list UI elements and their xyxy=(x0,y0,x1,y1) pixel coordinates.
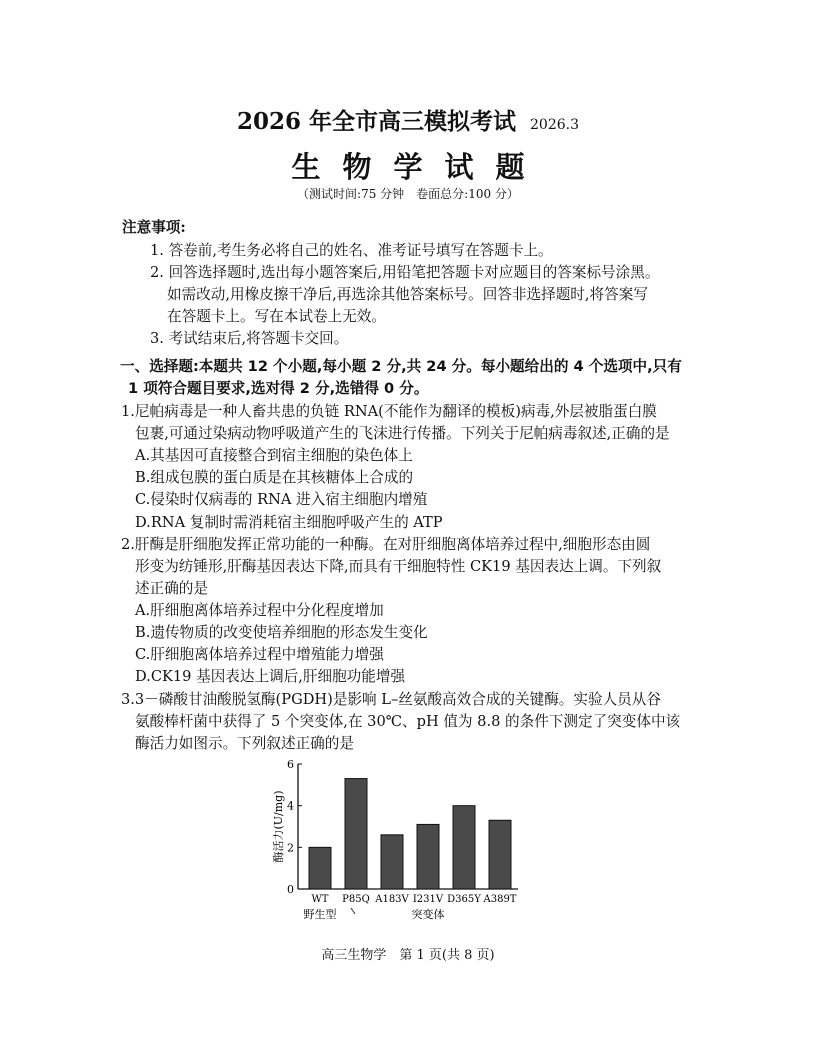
notice-line-1: 1. 答卷前,考生务必将自己的姓名、准考证号填写在答题卡上。 xyxy=(150,242,553,259)
x-tick-label: A389T xyxy=(483,894,517,905)
q1-option-b: B.组成包膜的蛋白质是在其核糖体上合成的 xyxy=(135,469,414,486)
q3-stem-1: 3.3－磷酸甘油酸脱氢酶(PGDH)是影响 L–丝氨酸高效合成的关键酶。实验人员从谷 xyxy=(121,691,661,708)
notice-line-2: 2. 回答选择题时,选出每小题答案后,用铅笔把答题卡对应题目的答案标号涂黑。 xyxy=(150,264,660,281)
x-tick-label: I231V xyxy=(412,894,444,905)
page-footer: 高三生物学 第 1 页(共 8 页) xyxy=(321,948,495,963)
q2-option-a: A.肝细胞离体培养过程中分化程度增加 xyxy=(135,602,384,619)
bar xyxy=(489,820,511,889)
y-tick-label: 2 xyxy=(287,841,294,855)
q1-option-c: C.侵染时仅病毒的 RNA 进入宿主细胞内增殖 xyxy=(135,491,428,508)
bar xyxy=(453,806,475,889)
bar xyxy=(345,779,367,889)
exam-title: 2026 年全市高三模拟考试 2026.3 xyxy=(236,108,580,135)
q3-stem-3: 酶活力如图示。下列叙述正确的是 xyxy=(135,735,354,752)
y-tick-label: 6 xyxy=(287,758,294,771)
y-tick-label: 4 xyxy=(287,799,294,813)
q2-option-b: B.遗传物质的改变使培养细胞的形态发生变化 xyxy=(135,624,428,641)
notice-line-5: 3. 考试结束后,将答题卡交回。 xyxy=(150,330,349,347)
notice-line-3: 如需改动,用橡皮擦干净后,再选涂其他答案标号。回答非选择题时,将答案写 xyxy=(167,286,648,303)
q1-option-a: A.其基因可直接整合到宿主细胞的染色体上 xyxy=(135,447,413,464)
enzyme-activity-chart xyxy=(260,755,530,935)
stray-mark xyxy=(351,908,355,914)
bar xyxy=(381,835,403,889)
y-tick-label: 0 xyxy=(287,883,294,896)
x-tick-label: WT xyxy=(311,894,329,905)
section-heading: 一、选择题:本题共 12 个小题,每小题 2 分,共 24 分。每小题给出的 4 个选项中,只有 xyxy=(120,358,682,375)
bar xyxy=(417,824,439,889)
q3-stem-2: 氨酸棒杆菌中获得了 5 个突变体,在 30℃、pH 值为 8.8 的条件下测定了突变体中该 xyxy=(135,713,681,730)
q1-stem-1: 1.尼帕病毒是一种人畜共患的负链 RNA(不能作为翻译的模板)病毒,外层被脂蛋白膜 xyxy=(121,403,657,420)
q1-stem-2: 包裹,可通过染病动物呼吸道产生的飞沫进行传播。下列关于尼帕病毒叙述,正确的是 xyxy=(135,425,670,442)
q2-stem-3: 述正确的是 xyxy=(135,580,208,597)
subject-title: 生物学试题 xyxy=(291,150,547,184)
q2-option-c: C.肝细胞离体培养过程中增殖能力增强 xyxy=(135,646,384,663)
q2-stem-2: 形变为纺锤形,肝酶基因表达下降,而具有干细胞特性 CK19 基因表达上调。下列叙 xyxy=(135,558,662,575)
q2-option-d: D.CK19 基因表达上调后,肝细胞功能增强 xyxy=(135,668,406,685)
x-tick-label: P85Q xyxy=(342,894,370,905)
group-label-wild-type: 野生型 xyxy=(303,908,337,921)
bar xyxy=(309,847,331,889)
exam-info: （测试时间:75 分钟 卷面总分:100 分） xyxy=(297,187,519,201)
y-axis-label: 酶活力(U/mg) xyxy=(272,790,285,863)
group-label-mutants: 突变体 xyxy=(411,908,445,921)
notice-line-4: 在答题卡上。写在本试卷上无效。 xyxy=(167,308,386,325)
q2-stem-1: 2.肝酶是肝细胞发挥正常功能的一种酶。在对肝细胞离体培养过程中,细胞形态由圆 xyxy=(121,536,651,553)
x-tick-label: A183V xyxy=(375,894,409,905)
q1-option-d: D.RNA 复制时需消耗宿主细胞呼吸产生的 ATP xyxy=(135,514,443,531)
section-subheading: 1 项符合题目要求,选对得 2 分,选错得 0 分。 xyxy=(128,380,429,397)
x-tick-label: D365Y xyxy=(447,894,481,905)
notice-heading: 注意事项: xyxy=(122,219,186,236)
exam-date: 2026.3 xyxy=(530,117,580,133)
